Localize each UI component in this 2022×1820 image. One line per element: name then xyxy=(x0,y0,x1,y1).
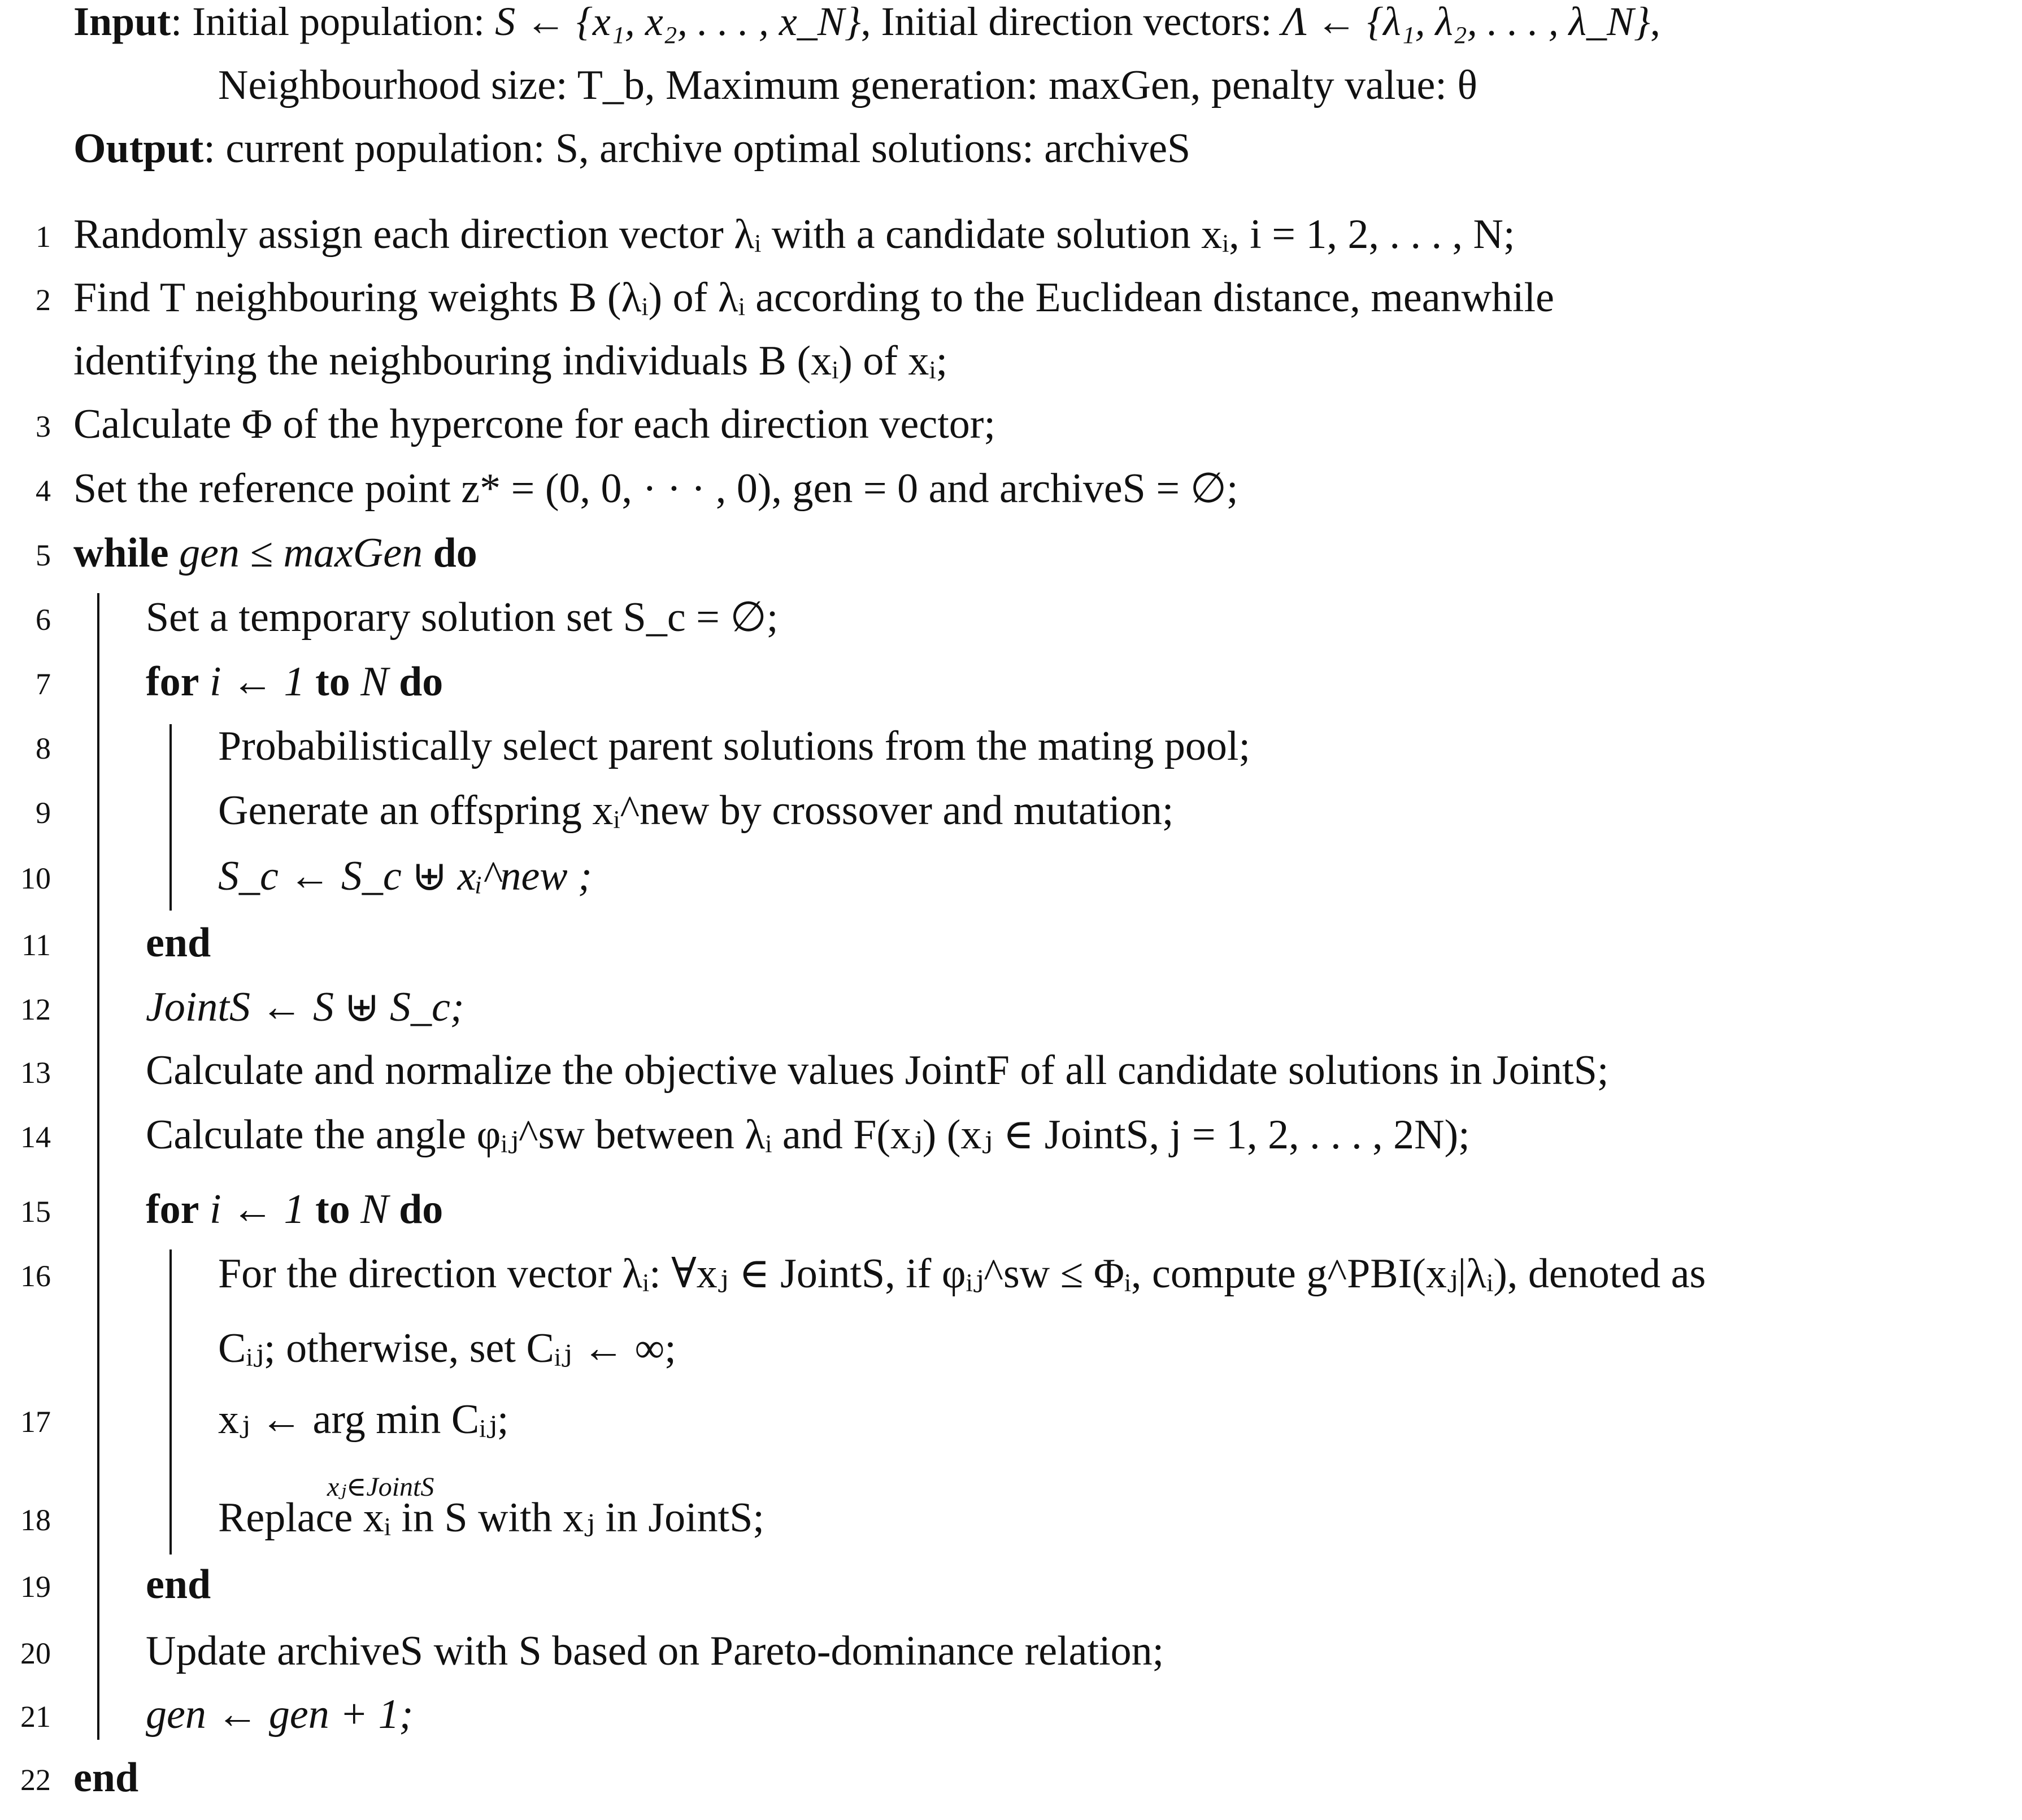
algo-line-10 xyxy=(0,855,2022,918)
algo-line-14 xyxy=(0,1114,2022,1177)
keyword-end: end xyxy=(146,920,211,966)
line-number: 7 xyxy=(36,667,51,701)
line-number: 10 xyxy=(20,861,51,895)
algo-line-17 xyxy=(0,1396,2022,1502)
input-text-3: , xyxy=(1650,0,1660,44)
keyword-do: do xyxy=(399,659,443,705)
line-number: 16 xyxy=(20,1259,51,1293)
for-block-rule-1 xyxy=(169,724,172,911)
algo-line-6 xyxy=(0,596,2022,660)
line-number: 5 xyxy=(36,538,51,572)
algo-line-21 xyxy=(0,1693,2022,1757)
output-text: : current population: S, archive optimal solutions: archiveS xyxy=(203,125,1191,172)
input-label: Input xyxy=(73,0,171,44)
input-population: S ← {x₁, x₂, . . . , x_N} xyxy=(495,0,861,44)
line-text: Calculate the angle φᵢⱼ^sw between λᵢ and F(xⱼ) (xⱼ ∈ JointS, j = 1, 2, . . . , 2N); xyxy=(146,1112,1470,1158)
keyword-to: to xyxy=(315,659,350,705)
argmin-limit: xⱼ∈JointS xyxy=(327,1472,434,1502)
keyword-do: do xyxy=(399,1186,443,1233)
line-text: Replace xᵢ in S with xⱼ in JointS; xyxy=(218,1495,764,1541)
output-label: Output xyxy=(73,125,204,172)
line-number: 3 xyxy=(36,410,51,443)
input-text-1: : Initial population: xyxy=(171,0,495,44)
line-number: 12 xyxy=(20,992,51,1026)
line-number: 21 xyxy=(20,1700,51,1734)
algo-line-19 xyxy=(0,1561,2022,1627)
line-number: 19 xyxy=(20,1570,51,1604)
line-text: Set the reference point z* = (0, 0, · · · , 0), gen = 0 and archiveS = ∅; xyxy=(73,465,1238,512)
input-line xyxy=(0,1,2022,64)
line-number: 22 xyxy=(20,1763,51,1797)
keyword-for: for xyxy=(146,1186,199,1233)
keyword-for: for xyxy=(146,659,199,705)
algo-line-13 xyxy=(0,1047,2022,1113)
algo-line-20 xyxy=(0,1630,2022,1693)
line-text: identifying the neighbouring individuals B (xᵢ) of xᵢ; xyxy=(73,338,948,384)
algo-line-2 xyxy=(0,277,2022,340)
algo-line-3 xyxy=(0,403,2022,467)
algo-line-11 xyxy=(0,922,2022,985)
line-text: Cᵢⱼ; otherwise, set Cᵢⱼ ← ∞; xyxy=(218,1325,676,1371)
line-number: 13 xyxy=(20,1056,51,1090)
input-line-2-text: Neighbourhood size: T_b, Maximum generation: maxGen, penalty value: θ xyxy=(218,62,1477,108)
algo-line-15 xyxy=(0,1188,2022,1252)
line-number: 14 xyxy=(20,1120,51,1154)
algo-line-2-cont xyxy=(0,340,2022,403)
while-block-rule xyxy=(97,593,99,1740)
for-block-rule-2 xyxy=(169,1249,172,1555)
line-text: For the direction vector λᵢ: ∀xⱼ ∈ JointS, if φᵢⱼ^sw ≤ Φᵢ, compute g^PBI(xⱼ|λᵢ), denoted as xyxy=(218,1251,1706,1297)
line-number: 1 xyxy=(36,220,51,254)
algo-line-16-cont xyxy=(0,1327,2022,1391)
algo-line-18 xyxy=(0,1497,2022,1560)
algo-line-12 xyxy=(0,986,2022,1050)
for-init: i ← 1 xyxy=(210,1186,305,1233)
line-text: gen ← gen + 1; xyxy=(146,1691,414,1738)
line-text: Generate an offspring xᵢ^new by crossover and mutation; xyxy=(218,787,1174,834)
line-number: 17 xyxy=(20,1405,51,1439)
keyword-to: to xyxy=(315,1186,350,1233)
while-condition: gen ≤ maxGen xyxy=(179,530,423,576)
keyword-while: while xyxy=(73,530,169,576)
algo-line-22 xyxy=(0,1754,2022,1820)
for-limit: N xyxy=(360,1186,389,1233)
input-directions: Λ ← {λ₁, λ₂, . . . , λ_N} xyxy=(1282,0,1650,44)
line-text: S_c ← S_c ⊎ xᵢ^new ; xyxy=(218,853,592,899)
line-number: 20 xyxy=(20,1636,51,1670)
line-number: 6 xyxy=(36,603,51,637)
line-text: Calculate and normalize the objective values JointF of all candidate solutions in JointS; xyxy=(146,1047,1609,1094)
line-number: 8 xyxy=(36,732,51,765)
line-number: 4 xyxy=(36,474,51,508)
algo-line-1 xyxy=(0,211,2022,277)
line-number: 11 xyxy=(21,928,51,962)
keyword-do: do xyxy=(433,530,477,576)
input-text-2: , Initial direction vectors: xyxy=(860,0,1282,44)
output-line xyxy=(0,125,2022,191)
line-number: 15 xyxy=(20,1195,51,1229)
keyword-end: end xyxy=(73,1754,139,1801)
line-text: Update archiveS with S based on Pareto-dominance relation; xyxy=(146,1628,1164,1674)
algo-line-9 xyxy=(0,787,2022,853)
algo-line-16 xyxy=(0,1253,2022,1316)
line-text: Calculate Φ of the hypercone for each direction vector; xyxy=(73,401,996,447)
algo-line-8 xyxy=(0,725,2022,789)
input-line-2 xyxy=(0,64,2022,128)
line-number: 18 xyxy=(20,1503,51,1537)
line-number: 9 xyxy=(36,796,51,830)
line-text: Find T neighbouring weights B (λᵢ) of λᵢ according to the Euclidean distance, meanwhile xyxy=(73,275,1554,321)
algo-line-5 xyxy=(0,532,2022,595)
algo-line-4 xyxy=(0,465,2022,531)
line-text: Set a temporary solution set S_c = ∅; xyxy=(146,594,779,641)
line-text: Randomly assign each direction vector λᵢ with a candidate solution xᵢ, i = 1, 2, . . . , N; xyxy=(73,211,1515,258)
line-text: Probabilistically select parent solutions from the mating pool; xyxy=(218,723,1251,769)
algo-line-7 xyxy=(0,661,2022,724)
for-limit: N xyxy=(360,659,389,705)
keyword-end: end xyxy=(146,1561,211,1608)
for-init: i ← 1 xyxy=(210,659,305,705)
argmin-expression: xⱼ ← arg min Cᵢⱼ; xyxy=(218,1396,509,1443)
line-text: JointS ← S ⊎ S_c; xyxy=(146,984,464,1030)
line-number: 2 xyxy=(36,283,51,317)
